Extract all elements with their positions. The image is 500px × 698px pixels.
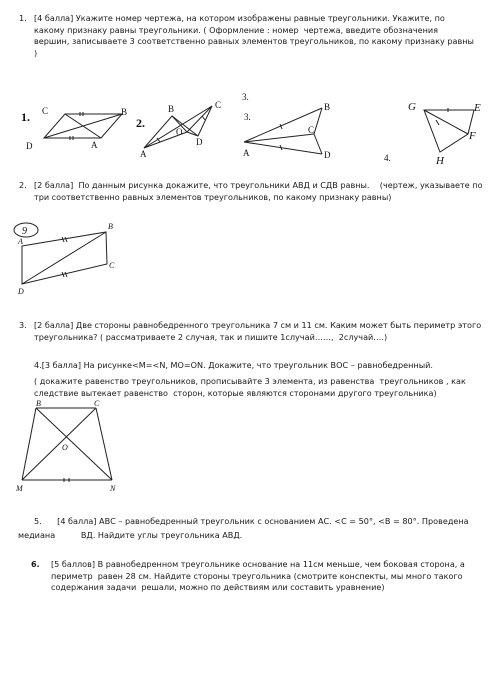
task6-text: [5 баллов] В равнобедренном треугольнике основание на 11см меньше, чем боковая сторона, а периметр равен 28 см. Найдите стороны треугольника (смотрите конспекты, мы много такого содержания задачи решали, можно по действиям или составить уравнение)	[51, 559, 468, 593]
fig3-number: 3.	[242, 92, 249, 102]
fig1-label-b: B	[121, 107, 128, 117]
fig-task2-number: 9	[22, 226, 27, 237]
fig2-label-b: B	[168, 104, 175, 114]
task5-line2: медиана ВД. Найдите углы треугольника АВД.	[18, 530, 243, 540]
fig-task2-label-b: B	[108, 222, 113, 231]
task1-text: [4 балла] Укажите номер чертежа, на котором изображены равные треугольники. Укажите, по какому признаку равны треугольники. ( Оформление : номер чертежа, введите обозначения вершин, записываете 3 соответственно равных элементов треугольников, по какому признаку равны )	[34, 13, 477, 58]
fig-task4-label-c: C	[94, 400, 100, 408]
fig1-label-a: A	[91, 140, 98, 150]
fig3-label-b: B	[324, 102, 331, 112]
fig3-label-c: C	[308, 125, 315, 135]
figure-1-parallelogram	[18, 104, 138, 154]
fig1-label-c: C	[42, 106, 49, 116]
fig2-number: 2.	[136, 116, 145, 130]
fig-task4-label-b: B	[36, 400, 41, 408]
fig-task4-label-n: N	[110, 484, 116, 492]
figure-2-vertical-triangles	[132, 98, 252, 158]
figure-task4-trapezoid	[12, 400, 132, 492]
fig-task4-label-o: O	[62, 443, 68, 452]
fig4-label-f: F	[469, 130, 476, 142]
fig-task2-label-a: A	[18, 237, 23, 246]
task5-line1: 5. [4 балла] АВС – равнобедренный треугольник с основанием АС. <C = 50°, <B = 80°. Проведена	[34, 516, 469, 526]
fig2-label-c: C	[215, 100, 222, 110]
figure-3-triangles	[240, 90, 360, 160]
task4-line2: ( докажите равенство треугольников, прописывайте 3 элемента, из равенства треугольников , как следствие вытекает равенство сторон, которые являются сторонами другого треугольника)	[34, 376, 469, 398]
fig3-label-d: D	[324, 150, 331, 160]
fig-task2-label-c: C	[109, 261, 115, 270]
fig2-label-d: D	[196, 137, 203, 147]
fig1-number: 1.	[21, 110, 30, 124]
fig3-subnumber: 3.	[244, 112, 251, 122]
fig-task4-label-m: M	[16, 484, 23, 492]
task2-number: 2.	[19, 180, 27, 190]
fig4-label-e: E	[474, 102, 481, 114]
task3-number: 3.	[19, 320, 27, 330]
task3-text: [2 балла] Две стороны равнобедренного треугольника 7 см и 11 см. Каким может быть периметр этого треугольника? ( рассматриваете 2 случая, так и пишите 1случай……, 2случай….)	[34, 320, 484, 342]
task4-line1: 4.[3 балла] На рисунке<M=<N, MO=ON. Докажите, что треугольник ВОС – равнобедренный.	[34, 360, 433, 370]
fig4-label-g: G	[408, 101, 416, 113]
fig1-label-d: D	[26, 141, 33, 151]
task2-text: [2 балла] По данным рисунка докажите, что треугольники АВД и СДВ равны. (чертеж, указываете по три соответственно равных элементов треугольников, по какому признаку равны)	[34, 180, 486, 202]
fig4-number: 4.	[384, 153, 391, 163]
fig-task2-label-d: D	[18, 287, 24, 296]
fig2-label-o: O	[176, 127, 183, 137]
fig2-label-a: A	[140, 149, 147, 158]
figure-task2-quadrilateral	[10, 220, 130, 300]
task6-number: 6.	[31, 559, 40, 569]
figure-4-quadrilateral	[378, 98, 488, 170]
fig4-label-h: H	[436, 155, 444, 167]
fig3-label-a: A	[243, 148, 250, 158]
task1-number: 1.	[19, 13, 27, 23]
